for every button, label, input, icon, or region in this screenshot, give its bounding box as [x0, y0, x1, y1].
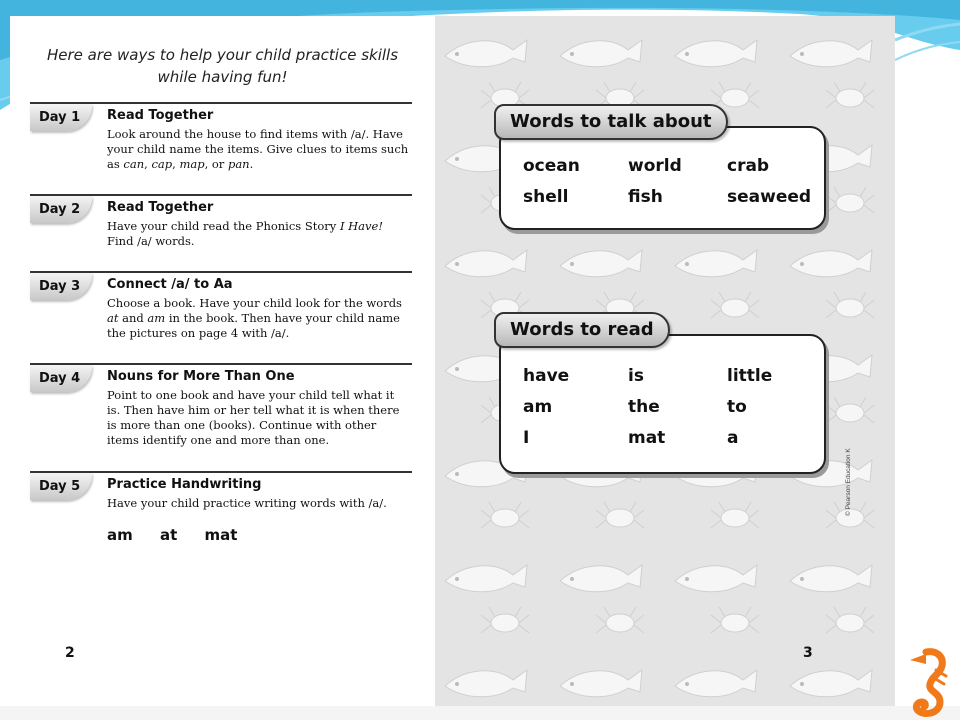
vocab-word: shell [523, 187, 569, 207]
vocab-word: a [727, 428, 739, 448]
day-instructions [107, 496, 409, 511]
vocab-word: I [523, 428, 530, 448]
vocab-word: am [523, 397, 553, 417]
page-number-right: 3 [803, 645, 813, 661]
day-instructions [107, 296, 409, 341]
vocab-word: have [523, 366, 570, 386]
italic-word: cap [151, 157, 173, 171]
day-instructions [107, 127, 409, 172]
vocab-word: fish [628, 187, 663, 207]
instruction-text: Have your child read the Phonics Story [107, 219, 340, 233]
instruction-text: . [249, 157, 254, 171]
day-label: Day 3 [30, 273, 92, 300]
instruction-text: Look around the house to find items with /a/. Have your child name the items. Give clues to items such as [107, 127, 409, 171]
seahorse-icon [896, 646, 954, 718]
italic-word: am [147, 311, 166, 325]
instruction-text: , [144, 157, 152, 171]
instruction-text: Choose a book. Have your child look for the words [107, 296, 402, 310]
day-2-section [30, 194, 412, 272]
italic-word: can [123, 157, 145, 171]
words-to-talk-about-box [499, 111, 826, 230]
day-title: Read Together [107, 108, 214, 123]
instruction-text: Have your child practice writing words with /a/. [107, 496, 387, 510]
italic-word: at [107, 311, 119, 325]
box-title: Words to read [494, 312, 670, 348]
vocab-word: ocean [523, 156, 580, 176]
vocab-word: little [727, 366, 773, 386]
left-page [10, 16, 435, 706]
words-to-read-box [499, 319, 826, 474]
day-1-section [30, 102, 412, 196]
vocab-word: world [628, 156, 682, 176]
vocab-word: the [628, 397, 660, 417]
day-title: Nouns for More Than One [107, 369, 295, 384]
italic-word: pan [227, 157, 250, 171]
vocab-word: is [628, 366, 644, 386]
instruction-text: , [172, 157, 180, 171]
day-5-section [30, 471, 412, 523]
page-number-left: 2 [65, 645, 75, 661]
copyright-notice: © Pearson Education K [845, 448, 852, 516]
day-4-section [30, 363, 412, 473]
day-label: Day 4 [30, 365, 92, 392]
day-label: Day 5 [30, 473, 92, 500]
day-instructions [107, 219, 409, 249]
italic-word: map [179, 157, 205, 171]
instruction-text: and [118, 311, 148, 325]
instruction-text: in the book. Then have your child name the pictures on page 4 with /a/. [107, 311, 400, 340]
handwriting-word: mat [204, 526, 238, 544]
vocab-word: mat [628, 428, 666, 448]
handwriting-word: at [160, 526, 178, 544]
vocab-word: to [727, 397, 747, 417]
intro-text: Here are ways to help your child practice skills while having fun! [46, 46, 399, 86]
day-title: Practice Handwriting [107, 477, 262, 492]
instruction-text: , or [204, 157, 228, 171]
instruction-text: Find /a/ words. [107, 234, 195, 248]
day-title: Read Together [107, 200, 214, 215]
day-title: Connect /a/ to Aa [107, 277, 233, 292]
italic-word: I Have! [339, 219, 383, 233]
box-title: Words to talk about [494, 104, 728, 140]
day-3-section [30, 271, 412, 365]
day-label: Day 1 [30, 104, 92, 131]
day-instructions [107, 388, 409, 448]
handwriting-words [107, 526, 259, 544]
vocab-word: seaweed [727, 187, 812, 207]
day-label: Day 2 [30, 196, 92, 223]
instruction-text: Point to one book and have your child tell what it is. Then have him or her tell what it is when there is more than one (books). Continue with other items identify one and more than one. [107, 388, 400, 447]
handwriting-word: am [107, 526, 133, 544]
right-page [435, 16, 895, 706]
vocab-word: crab [727, 156, 770, 176]
